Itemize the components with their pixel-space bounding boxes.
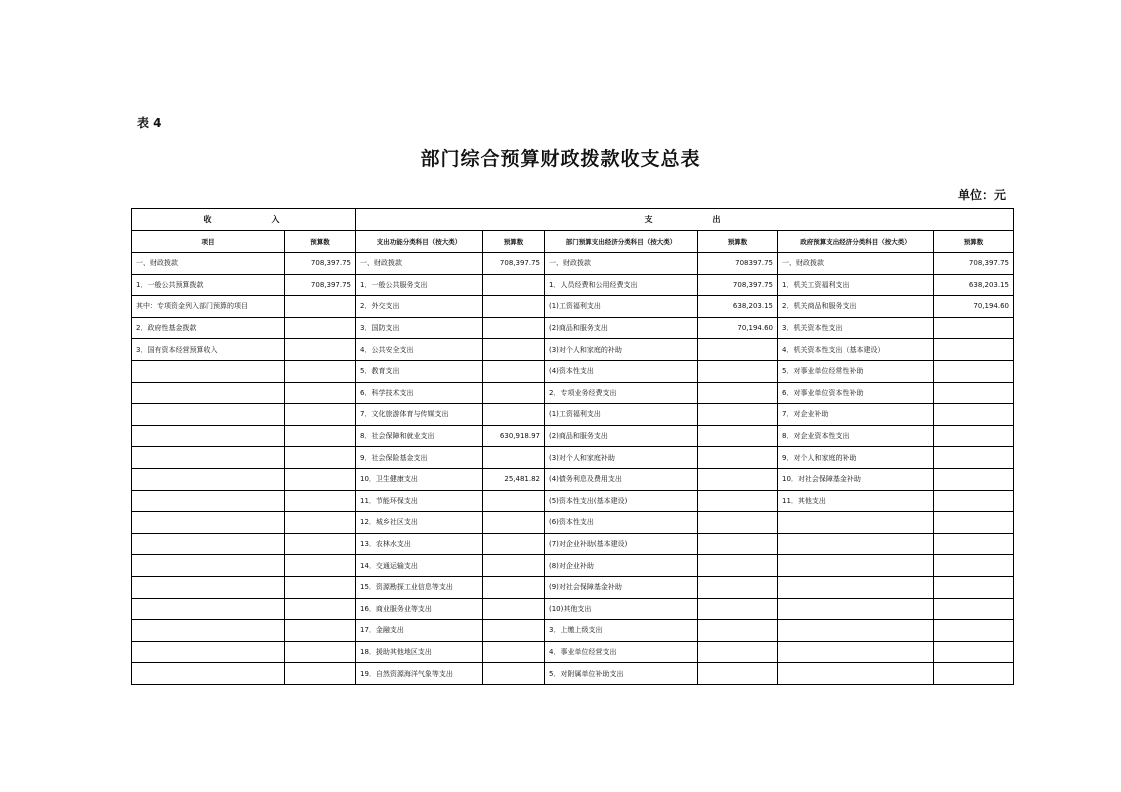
amount-cell	[285, 317, 356, 339]
item-cell: (9)对社会保障基金补助	[545, 576, 698, 598]
amount-cell	[934, 317, 1014, 339]
table-row	[132, 512, 1014, 534]
item-cell	[778, 598, 934, 620]
unit-label: 单位：元	[957, 188, 1006, 202]
item-cell: 4．机关资本性支出（基本建设）	[778, 339, 934, 361]
amount-cell	[483, 598, 545, 620]
amount-cell	[934, 533, 1014, 555]
amount-cell	[285, 512, 356, 534]
item-cell: (5)资本性支出(基本建设)	[545, 490, 698, 512]
item-cell: 7．文化旅游体育与传媒支出	[356, 404, 483, 426]
amount-cell: 70,194.60	[934, 296, 1014, 318]
item-cell	[132, 620, 285, 642]
item-cell	[778, 555, 934, 577]
item-cell: 16．商业服务业等支出	[356, 598, 483, 620]
table-row	[132, 382, 1014, 404]
item-cell: 3．国防支出	[356, 317, 483, 339]
table-row	[132, 404, 1014, 426]
amount-cell: 708,397.75	[698, 274, 778, 296]
item-cell: 17．金融支出	[356, 620, 483, 642]
amount-cell	[934, 512, 1014, 534]
table-number-label: 表 4	[137, 116, 162, 130]
item-cell: (7)对企业补助(基本建设)	[545, 533, 698, 555]
amount-cell	[483, 512, 545, 534]
amount-cell: 708,397.75	[285, 274, 356, 296]
item-cell: 5．对附属单位补助支出	[545, 663, 698, 685]
amount-cell	[483, 555, 545, 577]
item-cell: (10)其他支出	[545, 598, 698, 620]
item-cell	[132, 360, 285, 382]
column-header: 预算数	[698, 231, 778, 253]
item-cell: 11．节能环保支出	[356, 490, 483, 512]
amount-cell	[934, 598, 1014, 620]
table-row	[132, 598, 1014, 620]
item-cell: 5．教育支出	[356, 360, 483, 382]
item-cell: (2)商品和服务支出	[545, 425, 698, 447]
amount-cell	[483, 382, 545, 404]
amount-cell	[285, 555, 356, 577]
item-cell: 6．科学技术支出	[356, 382, 483, 404]
item-cell: 2．外交支出	[356, 296, 483, 318]
table-body	[132, 253, 1014, 685]
table-row	[132, 447, 1014, 469]
column-header: 预算数	[934, 231, 1014, 253]
amount-cell	[483, 620, 545, 642]
item-cell: (4)资本性支出	[545, 360, 698, 382]
document-title: 部门综合预算财政拨款收支总表	[420, 148, 701, 170]
item-cell: (3)对个人和家庭的补助	[545, 339, 698, 361]
item-cell: (6)资本性支出	[545, 512, 698, 534]
item-cell: 5．对事业单位经常性补助	[778, 360, 934, 382]
amount-cell	[698, 533, 778, 555]
table-row	[132, 468, 1014, 490]
item-cell: 10．对社会保障基金补助	[778, 468, 934, 490]
item-cell	[132, 663, 285, 685]
item-cell: 其中：专项资金列入部门预算的项目	[132, 296, 285, 318]
item-cell: 一、财政拨款	[545, 253, 698, 275]
item-cell: 10．卫生健康支出	[356, 468, 483, 490]
item-cell: 一、财政拨款	[778, 253, 934, 275]
amount-cell	[483, 533, 545, 555]
amount-cell	[483, 576, 545, 598]
column-header: 项目	[132, 231, 285, 253]
amount-cell	[934, 447, 1014, 469]
item-cell	[778, 533, 934, 555]
column-header: 支出功能分类科目（按大类）	[356, 231, 483, 253]
amount-cell	[285, 468, 356, 490]
amount-cell	[285, 490, 356, 512]
item-cell	[778, 576, 934, 598]
amount-cell	[285, 296, 356, 318]
item-cell: (1)工资福利支出	[545, 404, 698, 426]
amount-cell	[285, 576, 356, 598]
amount-cell: 708,397.75	[934, 253, 1014, 275]
amount-cell: 70,194.60	[698, 317, 778, 339]
amount-cell	[483, 360, 545, 382]
amount-cell	[698, 404, 778, 426]
column-header: 预算数	[285, 231, 356, 253]
item-cell: 11．其他支出	[778, 490, 934, 512]
amount-cell	[934, 360, 1014, 382]
item-cell	[132, 447, 285, 469]
item-cell: 4．事业单位经营支出	[545, 641, 698, 663]
amount-cell	[934, 425, 1014, 447]
item-cell: (4)债务利息及费用支出	[545, 468, 698, 490]
income-group-header: 收入	[132, 209, 356, 231]
amount-cell	[483, 404, 545, 426]
item-cell	[132, 468, 285, 490]
amount-cell	[934, 555, 1014, 577]
amount-cell	[285, 404, 356, 426]
item-cell	[132, 382, 285, 404]
table-row	[132, 533, 1014, 555]
amount-cell	[698, 512, 778, 534]
item-cell: 18．援助其他地区支出	[356, 641, 483, 663]
column-header: 预算数	[483, 231, 545, 253]
item-cell: 8．社会保障和就业支出	[356, 425, 483, 447]
amount-cell	[698, 576, 778, 598]
item-cell: 1．机关工资福利支出	[778, 274, 934, 296]
group-header-row	[132, 209, 1014, 231]
item-cell: 6．对事业单位资本性补助	[778, 382, 934, 404]
table-row	[132, 360, 1014, 382]
item-cell: 7．对企业补助	[778, 404, 934, 426]
table-row	[132, 663, 1014, 685]
item-cell: 2．政府性基金拨款	[132, 317, 285, 339]
amount-cell: 638,203.15	[934, 274, 1014, 296]
amount-cell	[285, 382, 356, 404]
item-cell: 2．机关商品和服务支出	[778, 296, 934, 318]
table-row	[132, 274, 1014, 296]
item-cell	[778, 641, 934, 663]
amount-cell	[698, 360, 778, 382]
amount-cell	[285, 620, 356, 642]
item-cell	[778, 512, 934, 534]
item-cell: 14．交通运输支出	[356, 555, 483, 577]
item-cell	[132, 533, 285, 555]
item-cell: 1．一般公共服务支出	[356, 274, 483, 296]
item-cell	[132, 404, 285, 426]
amount-cell	[483, 663, 545, 685]
amount-cell	[934, 663, 1014, 685]
table-row	[132, 576, 1014, 598]
amount-cell	[285, 447, 356, 469]
expense-group-header: 支出	[356, 209, 1014, 231]
item-cell: 9．对个人和家庭的补助	[778, 447, 934, 469]
table-row	[132, 641, 1014, 663]
item-cell: 4．公共安全支出	[356, 339, 483, 361]
amount-cell	[483, 490, 545, 512]
item-cell: 3．国有资本经营预算收入	[132, 339, 285, 361]
amount-cell: 708397.75	[698, 253, 778, 275]
item-cell: 13．农林水支出	[356, 533, 483, 555]
amount-cell	[285, 425, 356, 447]
amount-cell	[483, 641, 545, 663]
table-row	[132, 620, 1014, 642]
item-cell: 一、财政拨款	[132, 253, 285, 275]
item-cell: 2．专项业务经费支出	[545, 382, 698, 404]
table-row	[132, 490, 1014, 512]
column-header-row	[132, 231, 1014, 253]
item-cell	[132, 425, 285, 447]
table-row	[132, 339, 1014, 361]
amount-cell	[934, 620, 1014, 642]
amount-cell	[285, 360, 356, 382]
amount-cell	[698, 620, 778, 642]
amount-cell	[483, 317, 545, 339]
amount-cell	[483, 296, 545, 318]
item-cell: 1．一般公共预算拨款	[132, 274, 285, 296]
budget-summary-table	[131, 208, 1014, 685]
item-cell	[778, 620, 934, 642]
table-row	[132, 317, 1014, 339]
amount-cell	[698, 339, 778, 361]
item-cell	[132, 598, 285, 620]
item-cell: 一、财政拨款	[356, 253, 483, 275]
item-cell: (2)商品和服务支出	[545, 317, 698, 339]
amount-cell	[934, 468, 1014, 490]
amount-cell: 25,481.82	[483, 468, 545, 490]
amount-cell	[698, 382, 778, 404]
item-cell	[132, 512, 285, 534]
amount-cell	[483, 274, 545, 296]
column-header: 部门预算支出经济分类科目（按大类）	[545, 231, 698, 253]
amount-cell: 638,203.15	[698, 296, 778, 318]
amount-cell	[285, 533, 356, 555]
amount-cell: 708,397.75	[483, 253, 545, 275]
table-row	[132, 253, 1014, 275]
item-cell: (8)对企业补助	[545, 555, 698, 577]
item-cell: 8．对企业资本性支出	[778, 425, 934, 447]
amount-cell	[934, 382, 1014, 404]
amount-cell	[483, 339, 545, 361]
amount-cell: 708,397.75	[285, 253, 356, 275]
amount-cell	[483, 447, 545, 469]
item-cell: 15．资源勘探工业信息等支出	[356, 576, 483, 598]
column-header: 政府预算支出经济分类科目（按大类）	[778, 231, 934, 253]
item-cell: (3)对个人和家庭补助	[545, 447, 698, 469]
amount-cell	[698, 468, 778, 490]
amount-cell	[285, 339, 356, 361]
table-row	[132, 555, 1014, 577]
amount-cell	[934, 339, 1014, 361]
item-cell	[132, 490, 285, 512]
item-cell: 9．社会保险基金支出	[356, 447, 483, 469]
amount-cell	[285, 598, 356, 620]
amount-cell	[698, 641, 778, 663]
amount-cell	[934, 490, 1014, 512]
item-cell: (1)工资福利支出	[545, 296, 698, 318]
table-row	[132, 296, 1014, 318]
amount-cell	[934, 641, 1014, 663]
item-cell: 12．城乡社区支出	[356, 512, 483, 534]
item-cell	[778, 663, 934, 685]
amount-cell	[698, 490, 778, 512]
amount-cell	[698, 663, 778, 685]
amount-cell: 630,918.97	[483, 425, 545, 447]
table-row	[132, 425, 1014, 447]
item-cell: 1．人员经费和公用经费支出	[545, 274, 698, 296]
amount-cell	[698, 447, 778, 469]
item-cell: 19．自然资源海洋气象等支出	[356, 663, 483, 685]
item-cell	[132, 555, 285, 577]
item-cell	[132, 641, 285, 663]
item-cell: 3．上缴上级支出	[545, 620, 698, 642]
amount-cell	[285, 641, 356, 663]
item-cell: 3．机关资本性支出	[778, 317, 934, 339]
amount-cell	[934, 576, 1014, 598]
amount-cell	[698, 598, 778, 620]
amount-cell	[285, 663, 356, 685]
amount-cell	[698, 425, 778, 447]
amount-cell	[934, 404, 1014, 426]
amount-cell	[698, 555, 778, 577]
item-cell	[132, 576, 285, 598]
